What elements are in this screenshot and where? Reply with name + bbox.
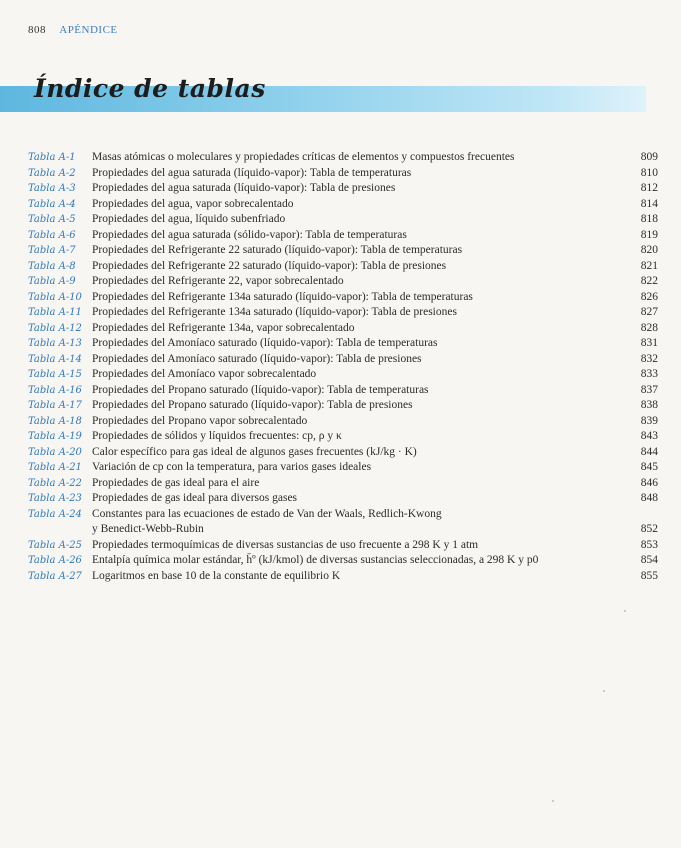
toc-row[interactable] — [28, 553, 658, 569]
toc-row[interactable] — [28, 491, 658, 507]
table-description — [92, 290, 618, 306]
toc-row[interactable] — [28, 414, 658, 430]
toc-row[interactable] — [28, 150, 658, 166]
description-line: Constantes para las ecuaciones de estado de Van der Waals, Redlich-Kwong — [92, 507, 442, 520]
table-description — [92, 305, 618, 321]
description-line: Propiedades del Refrigerante 22 saturado (líquido-vapor): Tabla de temperaturas — [92, 244, 463, 256]
page-ref: 818 — [640, 213, 658, 225]
table-description — [92, 243, 618, 259]
table-description — [92, 445, 618, 461]
toc-row[interactable] — [28, 197, 658, 213]
description-line: Propiedades de gas ideal para diversos gases — [92, 492, 298, 504]
table-description — [92, 212, 618, 228]
page-ref: 814 — [640, 197, 658, 210]
table-number: Tabla A-4 — [28, 198, 76, 210]
description-line: Propiedades del Refrigerante 134a saturado (líquido-vapor): Tabla de presiones — [92, 306, 457, 318]
page-ref: 822 — [640, 275, 658, 287]
page-ref: 854 — [640, 554, 658, 566]
table-number: Tabla A-23 — [28, 493, 82, 504]
running-header — [28, 24, 118, 36]
table-number: Tabla A-7 — [28, 245, 76, 256]
table-description — [92, 507, 618, 538]
table-description — [92, 383, 618, 399]
page-ref: 819 — [640, 228, 658, 241]
toc-row[interactable] — [28, 166, 658, 182]
table-description — [92, 336, 618, 352]
table-description — [92, 476, 618, 492]
toc-row[interactable] — [28, 507, 658, 538]
table-description — [92, 538, 618, 554]
page-ref: 844 — [640, 445, 658, 458]
toc-row[interactable] — [28, 259, 658, 275]
toc-row[interactable] — [28, 321, 658, 337]
description-line: Propiedades del Amoníaco saturado (líquido-vapor): Tabla de temperaturas — [92, 337, 438, 349]
speck — [624, 610, 626, 612]
page-ref: 838 — [640, 399, 658, 411]
description-line: Propiedades del Amoníaco saturado (líquido-vapor): Tabla de presiones — [92, 352, 422, 365]
toc-row[interactable] — [28, 243, 658, 259]
table-description — [92, 197, 618, 213]
table-number: Tabla A-25 — [28, 539, 82, 551]
page-title: Índice de tablas — [34, 74, 266, 103]
table-description — [92, 460, 618, 476]
table-number: Tabla A-26 — [28, 555, 82, 566]
page-ref: 845 — [640, 461, 658, 473]
page-ref: 828 — [640, 321, 658, 334]
toc-row[interactable] — [28, 476, 658, 492]
description-line: Variación de cp con la temperatura, para varios gases ideales — [92, 461, 372, 473]
table-number: Tabla A-5 — [28, 214, 76, 225]
toc-row[interactable] — [28, 290, 658, 306]
toc-row[interactable] — [28, 569, 658, 585]
table-number: Tabla A-3 — [28, 183, 76, 194]
toc-row[interactable] — [28, 212, 658, 228]
toc-row[interactable] — [28, 336, 658, 352]
table-number: Tabla A-19 — [28, 431, 82, 442]
table-description — [92, 166, 618, 182]
table-description — [92, 150, 618, 166]
table-number: Tabla A-9 — [28, 276, 76, 287]
description-line: Masas atómicas o moleculares y propiedades críticas de elementos y compuestos frecuentes — [92, 151, 515, 163]
toc-row[interactable] — [28, 460, 658, 476]
page-ref: 833 — [640, 368, 658, 380]
speck — [246, 103, 248, 105]
page-ref: 809 — [640, 151, 658, 163]
table-number: Tabla A-22 — [28, 477, 82, 489]
toc-row[interactable] — [28, 398, 658, 414]
table-number: Tabla A-1 — [28, 152, 76, 163]
table-description — [92, 398, 618, 414]
page-ref: 839 — [640, 414, 658, 427]
description-line: Propiedades termoquímicas de diversas sustancias de uso frecuente a 298 K y 1 atm — [92, 538, 479, 551]
table-number: Tabla A-14 — [28, 353, 82, 365]
description-line-2: y Benedict-Webb-Rubin — [92, 523, 204, 535]
toc-row[interactable] — [28, 445, 658, 461]
page-number: 808 — [28, 24, 46, 36]
toc-row[interactable] — [28, 429, 658, 445]
table-number: Tabla A-12 — [28, 322, 82, 334]
description-line: Propiedades del Refrigerante 134a saturado (líquido-vapor): Tabla de temperaturas — [92, 290, 473, 303]
description-line: Propiedades del Refrigerante 22, vapor sobrecalentado — [92, 275, 344, 287]
page-ref: 826 — [640, 290, 658, 303]
page-ref: 812 — [640, 182, 658, 194]
table-description — [92, 491, 618, 507]
description-line: Calor específico para gas ideal de algunos gases frecuentes (kJ/kg · K) — [92, 445, 417, 458]
page-ref: 843 — [640, 430, 658, 442]
page-ref: 853 — [640, 538, 658, 551]
table-description — [92, 553, 618, 569]
table-description — [92, 181, 618, 197]
description-line: Propiedades del Refrigerante 22 saturado (líquido-vapor): Tabla de presiones — [92, 259, 447, 272]
page-ref: 848 — [640, 492, 658, 504]
toc-row[interactable] — [28, 538, 658, 554]
table-description — [92, 352, 618, 368]
table-description — [92, 569, 618, 585]
description-line: Propiedades del Propano vapor sobrecalentado — [92, 414, 308, 427]
page-ref: 831 — [640, 337, 658, 349]
table-number: Tabla A-17 — [28, 400, 82, 411]
table-number: Tabla A-20 — [28, 446, 82, 458]
table-number: Tabla A-27 — [28, 570, 82, 582]
description-line: Propiedades del agua, líquido subenfriado — [92, 213, 286, 225]
table-description — [92, 274, 618, 290]
table-number: Tabla A-15 — [28, 369, 82, 380]
table-number: Tabla A-24 — [28, 508, 82, 520]
table-description — [92, 429, 618, 445]
table-description — [92, 414, 618, 430]
description-line: Propiedades de sólidos y líquidos frecuentes: cp, ρ y κ — [92, 430, 342, 442]
page-ref: 846 — [640, 476, 658, 489]
description-line: Propiedades de gas ideal para el aire — [92, 476, 260, 489]
description-line: Entalpía química molar estándar, h̄º (kJ/kmol) de diversas sustancias seleccionadas, a 298 K y p0 — [92, 554, 539, 566]
description-line: Propiedades del agua, vapor sobrecalentado — [92, 197, 294, 210]
page-ref: 827 — [640, 306, 658, 318]
table-number: Tabla A-8 — [28, 260, 76, 272]
toc-row[interactable] — [28, 305, 658, 321]
page-ref: 852 — [640, 523, 658, 535]
description-line: Propiedades del agua saturada (líquido-vapor): Tabla de temperaturas — [92, 166, 412, 179]
description-line: Propiedades del Refrigerante 134a, vapor sobrecalentado — [92, 321, 355, 334]
table-description — [92, 367, 618, 383]
description-line: Propiedades del Propano saturado (líquido-vapor): Tabla de presiones — [92, 399, 413, 411]
speck — [603, 690, 605, 692]
table-number: Tabla A-10 — [28, 291, 82, 303]
section-name: APÉNDICE — [59, 24, 118, 36]
table-description — [92, 228, 618, 244]
page-ref: 821 — [640, 259, 658, 272]
description-line: Propiedades del Amoníaco vapor sobrecalentado — [92, 368, 317, 380]
description-line: Logaritmos en base 10 de la constante de equilibrio K — [92, 569, 341, 582]
table-number: Tabla A-16 — [28, 384, 82, 396]
table-description — [92, 321, 618, 337]
toc-row[interactable] — [28, 274, 658, 290]
description-line: Propiedades del agua saturada (sólido-vapor): Tabla de temperaturas — [92, 228, 407, 241]
toc-row[interactable] — [28, 228, 658, 244]
speck — [552, 800, 554, 802]
description-line: Propiedades del agua saturada (líquido-vapor): Tabla de presiones — [92, 182, 396, 194]
table-number: Tabla A-2 — [28, 167, 76, 179]
table-number: Tabla A-11 — [28, 307, 82, 318]
toc-row[interactable] — [28, 352, 658, 368]
page-ref: 837 — [640, 383, 658, 396]
table-number: Tabla A-18 — [28, 415, 82, 427]
page-ref: 855 — [640, 569, 658, 582]
table-of-contents — [28, 150, 658, 584]
toc-row[interactable] — [28, 181, 658, 197]
table-description — [92, 259, 618, 275]
page-ref: 832 — [640, 352, 658, 365]
toc-row[interactable] — [28, 383, 658, 399]
page-ref: 810 — [640, 166, 658, 179]
description-line: Propiedades del Propano saturado (líquido-vapor): Tabla de temperaturas — [92, 383, 429, 396]
toc-row[interactable] — [28, 367, 658, 383]
page-ref: 820 — [640, 244, 658, 256]
table-number: Tabla A-13 — [28, 338, 82, 349]
table-number: Tabla A-21 — [28, 462, 82, 473]
table-number: Tabla A-6 — [28, 229, 76, 241]
